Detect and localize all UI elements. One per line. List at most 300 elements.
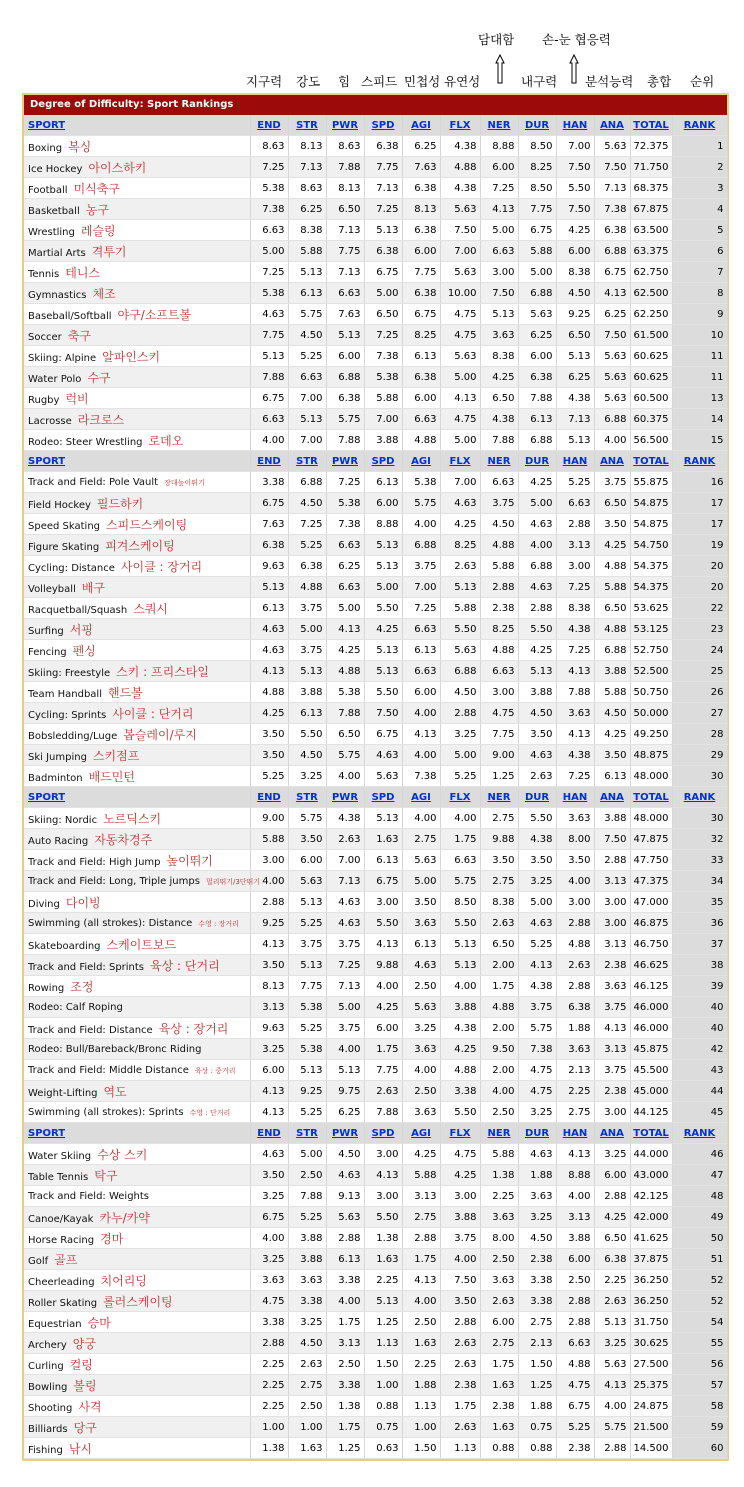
pwr-cell: 7.38	[326, 514, 364, 535]
pwr-cell: 4.63	[326, 892, 364, 913]
rank-cell: 11	[672, 367, 727, 388]
sport-name-ko: 체조	[92, 286, 116, 301]
str-cell: 3.75	[288, 598, 326, 619]
column-header-ana[interactable]: ANA	[594, 1123, 630, 1144]
column-header-dur[interactable]: DUR	[518, 451, 556, 472]
table-row	[24, 1081, 727, 1102]
sport-cell	[24, 997, 250, 1018]
sport-name-ko: 승마	[87, 1315, 111, 1330]
end-cell: 2.25	[250, 1396, 288, 1417]
sport-cell	[24, 136, 250, 157]
table-row	[24, 535, 727, 556]
sport-cell	[24, 913, 250, 934]
sport-name-ko: 배구	[81, 580, 106, 595]
flx-cell: 5.13	[440, 955, 480, 976]
agi-cell: 5.63	[402, 997, 440, 1018]
column-header-total[interactable]: TOTAL	[630, 1123, 672, 1144]
flx-cell: 4.25	[440, 1165, 480, 1186]
spd-cell: 3.00	[364, 1144, 402, 1165]
str-cell: 8.13	[288, 136, 326, 157]
column-header-pwr[interactable]: PWR	[326, 115, 364, 136]
column-header-total[interactable]: TOTAL	[630, 115, 672, 136]
sport-name-ko: 골프	[54, 1252, 78, 1267]
agi-cell: 5.38	[402, 472, 440, 493]
end-cell: 5.25	[250, 766, 288, 787]
pwr-cell: 5.13	[326, 1060, 364, 1081]
table-row	[24, 1102, 727, 1123]
ana-cell: 7.38	[594, 199, 630, 220]
total-cell: 47.750	[630, 850, 672, 871]
column-header-str[interactable]: STR	[288, 787, 326, 808]
end-cell: 7.25	[250, 157, 288, 178]
agi-cell: 6.38	[402, 367, 440, 388]
column-header-pwr[interactable]: PWR	[326, 787, 364, 808]
end-cell: 4.00	[250, 1228, 288, 1249]
column-header-han[interactable]: HAN	[556, 1123, 594, 1144]
rank-cell: 39	[672, 976, 727, 997]
str-cell: 7.75	[288, 976, 326, 997]
sport-name-ko: 축구	[67, 328, 91, 343]
spd-cell: 5.13	[364, 661, 402, 682]
agi-cell: 4.13	[402, 1270, 440, 1291]
sport-name-en: Football	[28, 184, 68, 196]
rank-cell: 46	[672, 1144, 727, 1165]
sport-cell	[24, 1249, 250, 1270]
column-header-pwr[interactable]: PWR	[326, 451, 364, 472]
flx-cell: 3.25	[440, 724, 480, 745]
column-header-spd[interactable]: SPD	[364, 115, 402, 136]
flx-cell: 1.75	[440, 1396, 480, 1417]
table-row	[24, 1039, 727, 1060]
table-row	[24, 1333, 727, 1354]
sport-name-en: Wrestling	[28, 226, 75, 238]
column-header-str[interactable]: STR	[288, 1123, 326, 1144]
dur-cell: 6.75	[518, 220, 556, 241]
column-header-end[interactable]: END	[250, 115, 288, 136]
column-header-sport[interactable]: SPORT	[24, 115, 250, 136]
sport-name-en: Rodeo: Calf Roping	[28, 1001, 123, 1013]
rank-cell: 8	[672, 283, 727, 304]
han-cell: 8.00	[556, 829, 594, 850]
flx-cell: 4.88	[440, 1060, 480, 1081]
total-cell: 68.375	[630, 178, 672, 199]
column-header-ana[interactable]: ANA	[594, 115, 630, 136]
dur-cell: 7.38	[518, 1039, 556, 1060]
flx-cell: 2.63	[440, 1333, 480, 1354]
total-cell: 61.500	[630, 325, 672, 346]
sport-name-en: Team Handball	[28, 688, 102, 700]
ana-cell: 3.13	[594, 871, 630, 892]
flx-cell: 4.25	[440, 1039, 480, 1060]
han-cell: 6.75	[556, 1396, 594, 1417]
sport-name-ko: 격투기	[91, 244, 127, 259]
table-row	[24, 388, 727, 409]
str-cell: 6.25	[288, 199, 326, 220]
str-cell: 5.13	[288, 955, 326, 976]
end-cell: 4.13	[250, 1102, 288, 1123]
total-cell: 42.125	[630, 1186, 672, 1207]
flx-cell: 2.88	[440, 1312, 480, 1333]
flx-cell: 5.00	[440, 367, 480, 388]
han-cell: 7.00	[556, 136, 594, 157]
column-header-end[interactable]: END	[250, 1123, 288, 1144]
ner-cell: 9.88	[480, 829, 518, 850]
han-cell: 2.75	[556, 1102, 594, 1123]
sport-name-en: Figure Skating	[28, 541, 100, 553]
pwr-cell: 6.88	[326, 367, 364, 388]
sport-name-en: Boxing	[28, 142, 63, 154]
total-cell: 60.625	[630, 346, 672, 367]
column-header-ana[interactable]: ANA	[594, 787, 630, 808]
str-cell: 8.38	[288, 220, 326, 241]
rank-cell: 36	[672, 913, 727, 934]
dur-cell: 3.50	[518, 850, 556, 871]
spd-cell: 4.00	[364, 976, 402, 997]
ana-cell: 3.13	[594, 1039, 630, 1060]
ner-cell: 2.50	[480, 1102, 518, 1123]
dur-cell: 6.88	[518, 430, 556, 451]
column-header-flx[interactable]: FLX	[440, 115, 480, 136]
han-cell: 7.50	[556, 157, 594, 178]
sport-cell	[24, 220, 250, 241]
han-cell: 5.50	[556, 178, 594, 199]
table-row	[24, 199, 727, 220]
total-cell: 62.500	[630, 283, 672, 304]
column-header-end[interactable]: END	[250, 451, 288, 472]
column-header-total[interactable]: TOTAL	[630, 787, 672, 808]
total-cell: 45.500	[630, 1060, 672, 1081]
han-cell: 6.00	[556, 241, 594, 262]
ana-cell: 4.00	[594, 430, 630, 451]
pwr-cell: 6.63	[326, 577, 364, 598]
han-cell: 7.25	[556, 640, 594, 661]
spd-cell: 5.50	[364, 1207, 402, 1228]
column-header-sport[interactable]: SPORT	[24, 1123, 250, 1144]
up-arrow-icon	[495, 54, 505, 84]
column-header-total[interactable]: TOTAL	[630, 451, 672, 472]
sport-name-ko: 수구	[87, 370, 111, 385]
spd-cell: 5.63	[364, 766, 402, 787]
column-header-agi[interactable]: AGI	[402, 1123, 440, 1144]
column-header-end[interactable]: END	[250, 787, 288, 808]
flx-cell: 2.63	[440, 556, 480, 577]
table-row	[24, 262, 727, 283]
end-cell: 6.75	[250, 493, 288, 514]
dur-cell: 8.50	[518, 178, 556, 199]
column-header-str[interactable]: STR	[288, 115, 326, 136]
column-header-rank[interactable]: RANK	[672, 451, 727, 472]
end-cell: 6.75	[250, 388, 288, 409]
column-header-dur[interactable]: DUR	[518, 115, 556, 136]
column-header-sport[interactable]: SPORT	[24, 787, 250, 808]
column-header-str[interactable]: STR	[288, 451, 326, 472]
column-header-sport[interactable]: SPORT	[24, 451, 250, 472]
total-cell: 55.875	[630, 472, 672, 493]
table-row	[24, 829, 727, 850]
ner-cell: 7.88	[480, 430, 518, 451]
dur-cell: 5.00	[518, 892, 556, 913]
str-cell: 7.00	[288, 430, 326, 451]
ana-cell: 5.88	[594, 682, 630, 703]
rank-cell: 9	[672, 304, 727, 325]
ner-cell: 4.88	[480, 997, 518, 1018]
total-cell: 50.750	[630, 682, 672, 703]
total-cell: 45.875	[630, 1039, 672, 1060]
ana-cell: 4.25	[594, 724, 630, 745]
sport-name-ko: 수영 : 장거리	[198, 919, 239, 928]
total-cell: 48.000	[630, 808, 672, 829]
ana-cell: 3.50	[594, 745, 630, 766]
ner-cell: 2.88	[480, 577, 518, 598]
column-header-rank[interactable]: RANK	[672, 115, 727, 136]
sport-name-ko: 배드민턴	[88, 769, 135, 784]
label-rank-ko: 순위	[690, 74, 715, 89]
table-row	[24, 157, 727, 178]
ner-cell: 3.63	[480, 325, 518, 346]
end-cell: 2.25	[250, 1375, 288, 1396]
column-header-agi[interactable]: AGI	[402, 787, 440, 808]
total-cell: 46.125	[630, 976, 672, 997]
han-cell: 2.88	[556, 913, 594, 934]
sport-cell	[24, 1228, 250, 1249]
column-header-rank[interactable]: RANK	[672, 1123, 727, 1144]
han-cell: 4.38	[556, 745, 594, 766]
sport-name-ko: 다이빙	[65, 895, 101, 910]
spd-cell: 0.63	[364, 1438, 402, 1459]
dur-cell: 3.38	[518, 1291, 556, 1312]
ana-cell: 6.38	[594, 1249, 630, 1270]
column-header-ana[interactable]: ANA	[594, 451, 630, 472]
agi-cell: 7.75	[402, 262, 440, 283]
str-cell: 2.50	[288, 1396, 326, 1417]
dur-cell: 4.13	[518, 955, 556, 976]
total-cell: 49.250	[630, 724, 672, 745]
spd-cell: 5.13	[364, 535, 402, 556]
agi-cell: 5.75	[402, 493, 440, 514]
end-cell: 5.38	[250, 283, 288, 304]
str-cell: 3.75	[288, 934, 326, 955]
dur-cell: 2.13	[518, 1333, 556, 1354]
pwr-cell: 4.50	[326, 1144, 364, 1165]
sport-name-ko: 역도	[103, 1084, 127, 1099]
sport-name-ko: 스피드스케이팅	[106, 517, 188, 532]
sport-name-ko: 수영 : 단거리	[189, 1108, 231, 1117]
table-row	[24, 808, 727, 829]
column-header-spd[interactable]: SPD	[364, 451, 402, 472]
end-cell: 3.50	[250, 955, 288, 976]
ner-cell: 2.75	[480, 1333, 518, 1354]
sport-name-en: Cheerleading	[28, 1276, 95, 1288]
column-header-spd[interactable]: SPD	[364, 1123, 402, 1144]
sport-name-en: Baseball/Softball	[28, 310, 112, 322]
sport-cell	[24, 1291, 250, 1312]
sport-cell	[24, 493, 250, 514]
sport-cell	[24, 472, 250, 493]
ana-cell: 6.50	[594, 1228, 630, 1249]
end-cell: 4.00	[250, 871, 288, 892]
sport-cell	[24, 577, 250, 598]
sport-cell	[24, 976, 250, 997]
ner-cell: 7.75	[480, 724, 518, 745]
pwr-cell: 7.88	[326, 430, 364, 451]
agi-cell: 4.00	[402, 808, 440, 829]
column-header-han[interactable]: HAN	[556, 115, 594, 136]
end-cell: 4.75	[250, 1291, 288, 1312]
sport-cell	[24, 178, 250, 199]
total-cell: 27.500	[630, 1354, 672, 1375]
ana-cell: 4.25	[594, 535, 630, 556]
sport-name-ko: 치어리딩	[100, 1273, 147, 1288]
sport-name-en: Cycling: Sprints	[28, 709, 107, 721]
ner-cell: 2.63	[480, 913, 518, 934]
sport-name-en: Skateboarding	[28, 940, 101, 952]
table-row	[24, 766, 727, 787]
pwr-cell: 7.25	[326, 472, 364, 493]
sport-name-en: Skiing: Freestyle	[28, 667, 111, 679]
str-cell: 5.13	[288, 892, 326, 913]
column-header-han[interactable]: HAN	[556, 451, 594, 472]
table-row	[24, 241, 727, 262]
han-cell: 3.50	[556, 850, 594, 871]
total-cell: 71.750	[630, 157, 672, 178]
column-header-pwr[interactable]: PWR	[326, 1123, 364, 1144]
column-header-spd[interactable]: SPD	[364, 787, 402, 808]
ner-cell: 8.25	[480, 619, 518, 640]
rank-cell: 54	[672, 1312, 727, 1333]
ana-cell: 3.88	[594, 661, 630, 682]
flx-cell: 4.38	[440, 136, 480, 157]
spd-cell: 7.25	[364, 199, 402, 220]
rank-cell: 49	[672, 1207, 727, 1228]
pwr-cell: 6.25	[326, 556, 364, 577]
flx-cell: 5.25	[440, 766, 480, 787]
pwr-cell: 6.63	[326, 535, 364, 556]
ner-cell: 9.50	[480, 1039, 518, 1060]
sport-name-en: Track and Field: Middle Distance	[28, 1064, 189, 1076]
column-header-ner[interactable]: NER	[480, 451, 518, 472]
column-header-agi[interactable]: AGI	[402, 115, 440, 136]
agi-cell: 2.50	[402, 1081, 440, 1102]
column-header-flx[interactable]: FLX	[440, 451, 480, 472]
ana-cell: 3.00	[594, 913, 630, 934]
han-cell: 3.00	[556, 892, 594, 913]
sport-name-ko: 야구/소프트볼	[117, 307, 192, 322]
str-cell: 5.63	[288, 871, 326, 892]
han-cell: 3.63	[556, 1039, 594, 1060]
ner-cell: 5.00	[480, 220, 518, 241]
total-cell: 52.750	[630, 640, 672, 661]
column-header-agi[interactable]: AGI	[402, 451, 440, 472]
label-endurance-ko: 지구력	[246, 74, 283, 89]
sport-cell	[24, 1102, 250, 1123]
column-header-flx[interactable]: FLX	[440, 1123, 480, 1144]
end-cell: 1.38	[250, 1438, 288, 1459]
sport-name-en: Track and Field: Long, Triple jumps	[28, 875, 200, 887]
agi-cell: 3.25	[402, 1018, 440, 1039]
sport-name-en: Golf	[28, 1255, 49, 1267]
agi-cell: 4.13	[402, 724, 440, 745]
column-header-flx[interactable]: FLX	[440, 787, 480, 808]
table-row	[24, 1186, 727, 1207]
sport-name-ko: 수상 스키	[97, 1147, 148, 1162]
pwr-cell: 7.13	[326, 220, 364, 241]
han-cell: 4.50	[556, 283, 594, 304]
table-row	[24, 1438, 727, 1459]
sport-cell	[24, 1081, 250, 1102]
sport-cell	[24, 808, 250, 829]
pwr-cell: 2.50	[326, 1354, 364, 1375]
pwr-cell: 4.00	[326, 766, 364, 787]
sport-name-en: Tennis	[28, 268, 60, 280]
str-cell: 5.25	[288, 346, 326, 367]
column-header-rank[interactable]: RANK	[672, 787, 727, 808]
sport-cell	[24, 1375, 250, 1396]
dur-cell: 5.00	[518, 262, 556, 283]
ana-cell: 3.75	[594, 1060, 630, 1081]
label-durability-ko: 내구력	[521, 74, 558, 89]
sport-cell	[24, 724, 250, 745]
str-cell: 3.88	[288, 1228, 326, 1249]
spd-cell: 6.75	[364, 871, 402, 892]
sport-name-en: Archery	[28, 1339, 67, 1351]
column-header-ner[interactable]: NER	[480, 115, 518, 136]
column-header-han[interactable]: HAN	[556, 787, 594, 808]
column-header-ner[interactable]: NER	[480, 787, 518, 808]
han-cell: 7.88	[556, 682, 594, 703]
table-row	[24, 1249, 727, 1270]
end-cell: 3.50	[250, 745, 288, 766]
han-cell: 7.50	[556, 199, 594, 220]
flx-cell: 5.00	[440, 745, 480, 766]
table-row	[24, 724, 727, 745]
end-cell: 7.88	[250, 367, 288, 388]
agi-cell: 3.50	[402, 892, 440, 913]
pwr-cell: 5.00	[326, 997, 364, 1018]
table-row	[24, 871, 727, 892]
dur-cell: 3.88	[518, 682, 556, 703]
column-header-dur[interactable]: DUR	[518, 787, 556, 808]
str-cell: 4.50	[288, 745, 326, 766]
total-cell: 60.625	[630, 367, 672, 388]
han-cell: 4.38	[556, 619, 594, 640]
han-cell: 2.25	[556, 1081, 594, 1102]
dur-cell: 3.50	[518, 724, 556, 745]
total-cell: 37.875	[630, 1249, 672, 1270]
ana-cell: 4.88	[594, 556, 630, 577]
total-cell: 47.375	[630, 871, 672, 892]
end-cell: 3.25	[250, 1249, 288, 1270]
ana-cell: 2.38	[594, 1081, 630, 1102]
str-cell: 5.00	[288, 1144, 326, 1165]
column-header-dur[interactable]: DUR	[518, 1123, 556, 1144]
dur-cell: 5.13	[518, 661, 556, 682]
column-header-ner[interactable]: NER	[480, 1123, 518, 1144]
ana-cell: 4.50	[594, 703, 630, 724]
sport-cell	[24, 766, 250, 787]
table-row	[24, 325, 727, 346]
han-cell: 6.63	[556, 1333, 594, 1354]
sport-name-ko: 봅슬레이/루지	[123, 727, 197, 742]
label-nerve-ko: 담대함	[478, 32, 515, 47]
table-row	[24, 514, 727, 535]
flx-cell: 4.00	[440, 976, 480, 997]
ner-cell: 1.63	[480, 1417, 518, 1438]
agi-cell: 4.00	[402, 514, 440, 535]
han-cell: 5.25	[556, 472, 594, 493]
sport-name-en: Water Skiing	[28, 1150, 92, 1162]
pwr-cell: 7.88	[326, 703, 364, 724]
total-cell: 67.875	[630, 199, 672, 220]
